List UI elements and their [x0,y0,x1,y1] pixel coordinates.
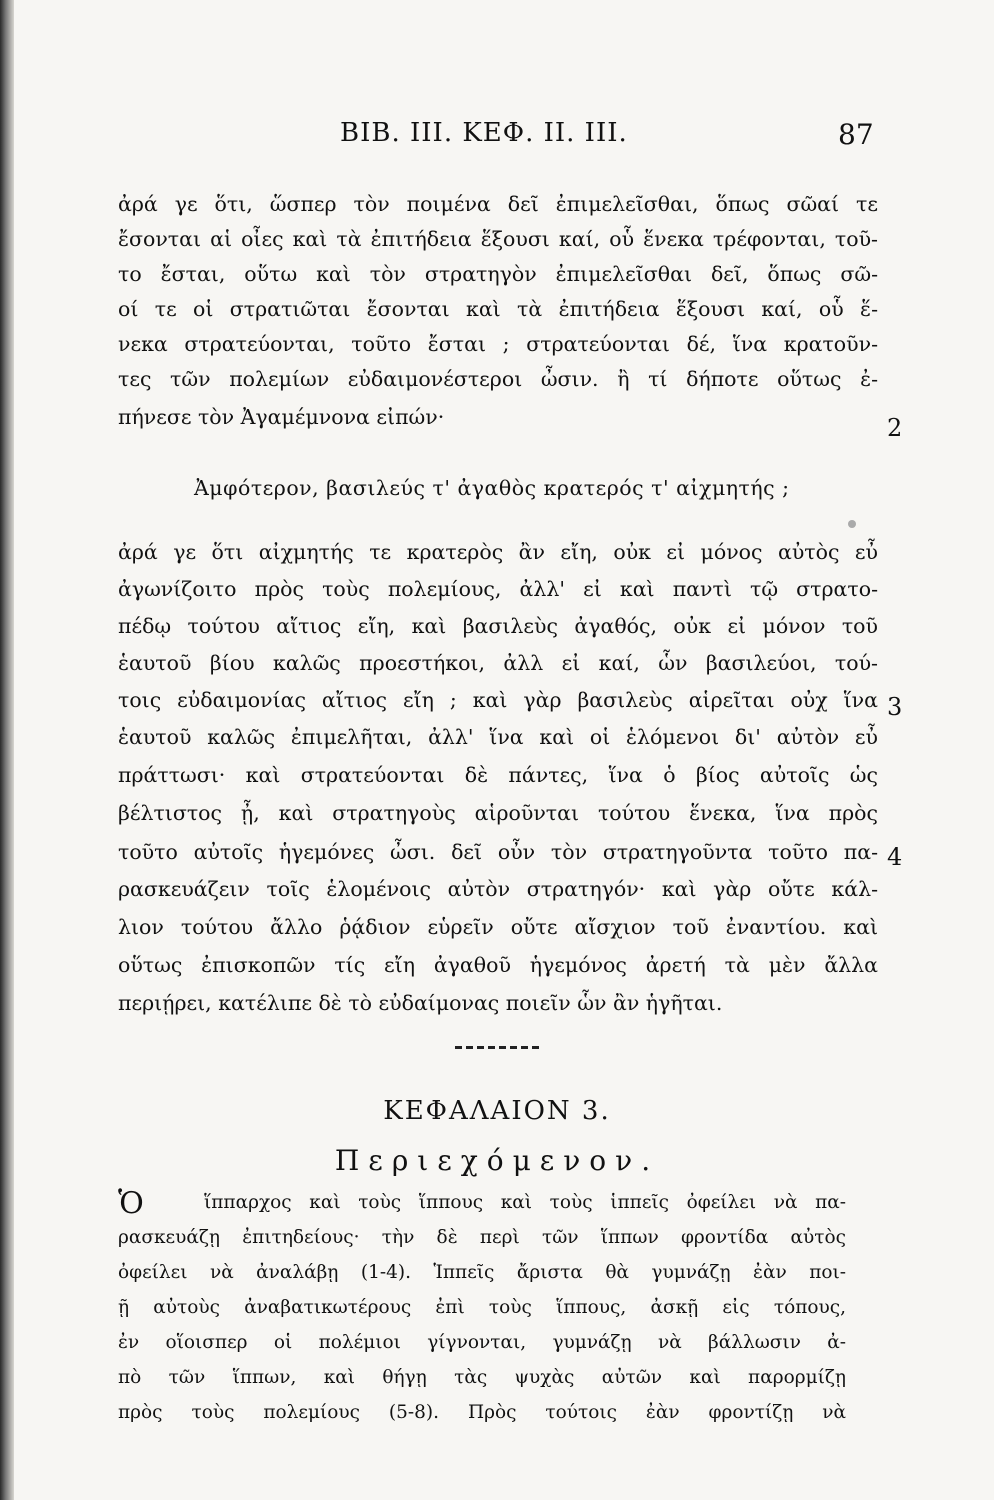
page-edge-shadow [0,0,14,1500]
summary-line: ἵππαρχος καὶ τοὺς ἵππους καὶ τοὺς ἱππεῖς ὀφείλει νὰ πα- [204,1192,846,1213]
summary-line: πὸ τῶν ἵππων, καὶ θήγῃ τὰς ψυχὰς αὐτῶν καὶ παρορμίζῃ [118,1367,846,1388]
text-line: τες τῶν πολεμίων εὐδαιμονέστεροι ὦσιν. ἢ τί δήποτε οὕτως ἐ- [118,367,878,391]
margin-number: 2 [887,414,903,442]
running-head: ΒΙΒ. ΙΙΙ. ΚΕΦ. ΙΙ. ΙΙΙ. [340,118,628,148]
summary-line: ὀφείλει νὰ ἀναλάβῃ (1-4). Ἱππεῖς ἄριστα θὰ γυμνάζῃ ἐὰν ποι- [118,1262,846,1283]
summary-line: ρασκευάζῃ ἐπιτηδείους· τὴν δὲ περὶ τῶν ἵππων φροντίδα αὐτὸς [118,1227,846,1248]
text-line: ἔσονται αἱ οἶες καὶ τὰ ἐπιτήδεια ἕξουσι καί, οὗ ἕνεκα τρέφονται, τοῦ- [118,227,878,251]
text-line: πράττωσι· καὶ στρατεύονται δὲ πάντες, ἵνα ὁ βίος αὐτοῖς ὡς [118,763,878,787]
text-line: οί τε οἱ στρατιῶται ἔσονται καὶ τὰ ἐπιτήδεια ἕξουσι καί, οὗ ἕ- [118,297,878,321]
text-line: ρασκευάζειν τοῖς ἑλομένοις αὐτὸν στρατηγόν· καὶ γὰρ οὔτε κάλ- [118,877,878,901]
page-number: 87 [838,118,874,151]
ink-speck [848,520,856,528]
text-line: ἑαυτοῦ καλῶς ἐπιμελῆται, ἀλλ' ἵνα καὶ οἱ ἑλόμενοι δι' αὐτὸν εὖ [118,725,878,749]
summary-line: ἐν οἵοισπερ οἱ πολέμιοι γίγνονται, γυμνάζῃ νὰ βάλλωσιν ἀ- [118,1332,846,1353]
chapter-title: ΚΕΦΑΛΑΙΟΝ 3. [383,1096,611,1126]
text-line: πέδῳ τούτου αἴτιος εἴη, καὶ βασιλεὺς ἀγαθός, οὐκ εἰ μόνον τοῦ [118,614,878,638]
verse-quotation: Ἀμφότερον, βασιλεύς τ' ἀγαθὸς κρατερός τ' αἰχμητής ; [194,476,790,500]
text-line: το ἔσται, οὕτω καὶ τὸν στρατηγὸν ἐπιμελεῖσθαι δεῖ, ὅπως σῶ- [118,262,878,286]
contents-heading: Περιεχόμενον. [334,1144,660,1177]
text-line: ἀρά γε ὅτι αἰχμητής τε κρατερὸς ἂν εἴη, οὐκ εἰ μόνος αὐτὸς εὖ [118,540,878,564]
page-header [0,118,994,158]
text-line: ἀγωνίζοιτο πρὸς τοὺς πολεμίους, ἀλλ' εἰ καὶ παντὶ τῷ στρατο- [118,577,878,601]
text-line: οὕτως ἐπισκοπῶν τίς εἴη ἀγαθοῦ ἡγεμόνος ἀρετή τὰ μὲν ἄλλα [118,953,878,977]
text-line: τοις εὐδαιμονίας αἴτιος εἴη ; καὶ γὰρ βασιλεὺς αἱρεῖται οὐχ ἵνα [118,688,878,712]
text-line: λιον τούτου ἄλλο ῥᾴδιον εὑρεῖν οὔτε αἴσχιον τοῦ ἐναντίου. καὶ [118,915,878,939]
summary-line: ῇ αὐτοὺς ἀναβατικωτέρους ἐπὶ τοὺς ἵππους, ἀσκῇ εἰς τόπους, [118,1297,846,1318]
text-line: τοῦτο αὐτοῖς ἡγεμόνες ὦσι. δεῖ οὖν τὸν στρατηγοῦντα τοῦτο πα- [118,840,878,864]
text-line: βέλτιστος ᾖ, καὶ στρατηγοὺς αἱροῦνται τούτου ἕνεκα, ἵνα πρὸς [118,801,878,825]
text-line: ἀρά γε ὅτι, ὥσπερ τὸν ποιμένα δεῖ ἐπιμελεῖσθαι, ὅπως σῶαί τε [118,192,878,216]
summary-line: πρὸς τοὺς πολεμίους (5-8). Πρὸς τούτοις ἐὰν φροντίζῃ νὰ [118,1402,846,1423]
summary-initial: Ὁ [118,1186,144,1221]
text-line: νεκα στρατεύονται, τοῦτο ἔσται ; στρατεύονται δέ, ἵνα κρατοῦν- [118,332,878,356]
margin-number: 4 [887,843,903,871]
text-line: περιῄρει, κατέλιπε δὲ τὸ εὐδαίμονας ποιεῖν ὧν ἂν ἡγῆται. [118,991,723,1015]
margin-number: 3 [887,693,903,721]
text-line: πήνεσε τὸν Ἀγαμέμνονα εἰπών· [118,405,445,429]
text-line: ἑαυτοῦ βίου καλῶς προεστήκοι, ἀλλ εἰ καί, ὧν βασιλεύοι, τού- [118,651,878,675]
section-divider [455,1046,541,1049]
